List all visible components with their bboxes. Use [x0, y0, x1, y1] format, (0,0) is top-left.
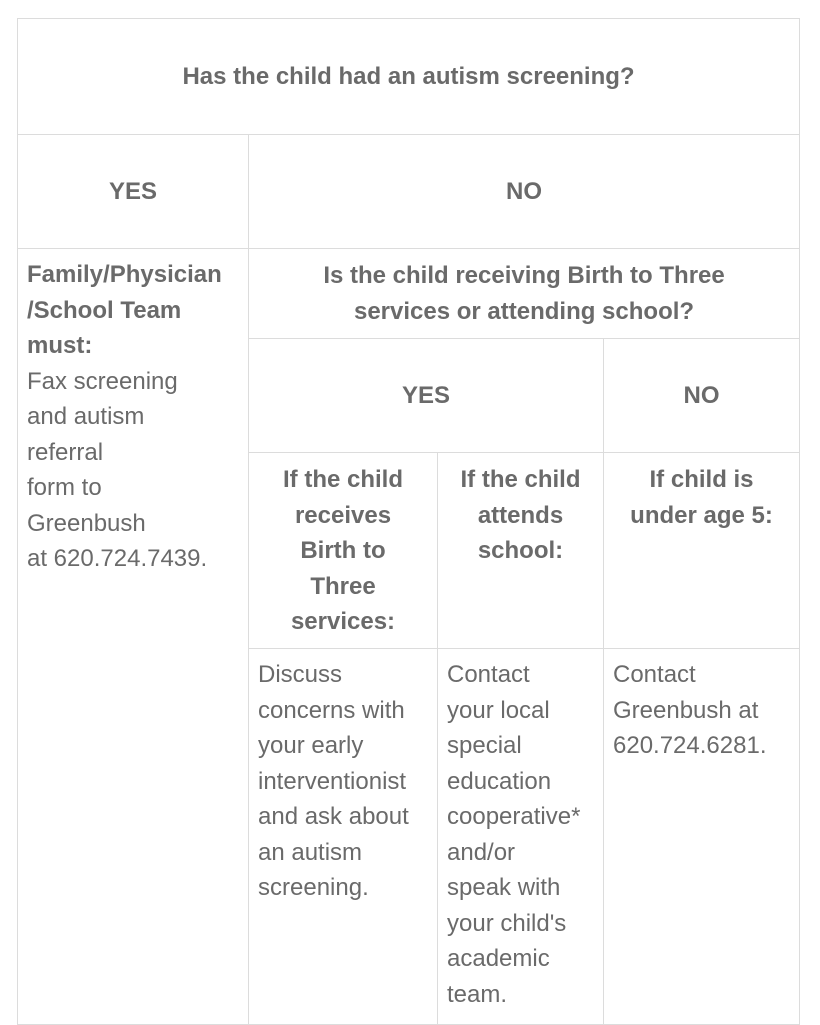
action-line: cooperative*: [447, 803, 581, 830]
action-line: an autism: [258, 838, 363, 866]
condition-line: attends: [477, 501, 564, 529]
instruction-body-line: Greenbush: [27, 509, 146, 537]
action-line: Contact: [613, 661, 696, 688]
condition-line: If child is: [649, 466, 754, 493]
condition-line: If the child: [283, 466, 403, 493]
action-line: speak with: [447, 874, 561, 901]
services-question-line: Is the child receiving Birth to Three: [323, 261, 725, 289]
condition-birth-to-three: [249, 453, 438, 649]
instruction-body-line: and autism: [27, 403, 145, 430]
instruction-body-line: Fax screening: [27, 367, 178, 395]
action-line: Contact: [447, 661, 530, 688]
action-line: team.: [447, 980, 508, 1008]
yes-header: YES: [18, 135, 249, 249]
screening-question: Has the child had an autism screening?: [18, 19, 800, 135]
action-line: and ask about: [258, 803, 409, 830]
autism-screening-flow-table: [17, 18, 800, 1025]
action-line: and/or: [447, 838, 516, 866]
action-line: your local: [447, 696, 550, 724]
action-line: special: [447, 732, 522, 759]
action-under-5: [604, 649, 800, 1025]
action-school: [438, 649, 604, 1025]
action-line: education: [447, 767, 552, 795]
condition-line: Birth to: [300, 537, 386, 564]
condition-under-5: [604, 453, 800, 649]
action-line: Greenbush at: [613, 696, 759, 724]
services-question: [249, 249, 800, 339]
action-line: interventionist: [258, 767, 407, 795]
condition-line: If the child: [460, 466, 581, 493]
action-line: concerns with: [258, 696, 405, 724]
condition-line: Three: [310, 572, 376, 600]
yes-no-row: [18, 135, 800, 249]
family-team-instructions: [18, 249, 249, 1025]
services-no-header: NO: [604, 339, 800, 453]
action-line: your early: [258, 732, 364, 759]
services-question-line: services or attending school?: [353, 297, 695, 325]
services-yes-header: YES: [249, 339, 604, 453]
action-line: screening.: [258, 874, 369, 901]
no-header: NO: [249, 135, 800, 249]
condition-line: receives: [294, 501, 392, 529]
instruction-body-line: referral: [27, 438, 104, 466]
action-birth-to-three: [249, 649, 438, 1025]
instruction-heading-line: Family/Physician: [27, 261, 222, 288]
instruction-body-line: at 620.724.7439.: [27, 545, 208, 572]
services-question-row: [18, 249, 800, 339]
condition-line: services:: [290, 608, 396, 635]
action-line: your child's: [447, 909, 567, 937]
instruction-body-line: form to: [27, 474, 102, 501]
action-line: 620.724.6281.: [613, 732, 767, 759]
instruction-heading-line: /School Team: [27, 296, 182, 324]
condition-line: under age 5:: [630, 501, 773, 529]
question-row: [18, 19, 800, 135]
condition-line: school:: [477, 537, 564, 564]
instruction-heading-line: must:: [27, 332, 93, 359]
action-line: Discuss: [258, 661, 343, 688]
action-line: academic: [447, 945, 550, 972]
condition-school: [438, 453, 604, 649]
